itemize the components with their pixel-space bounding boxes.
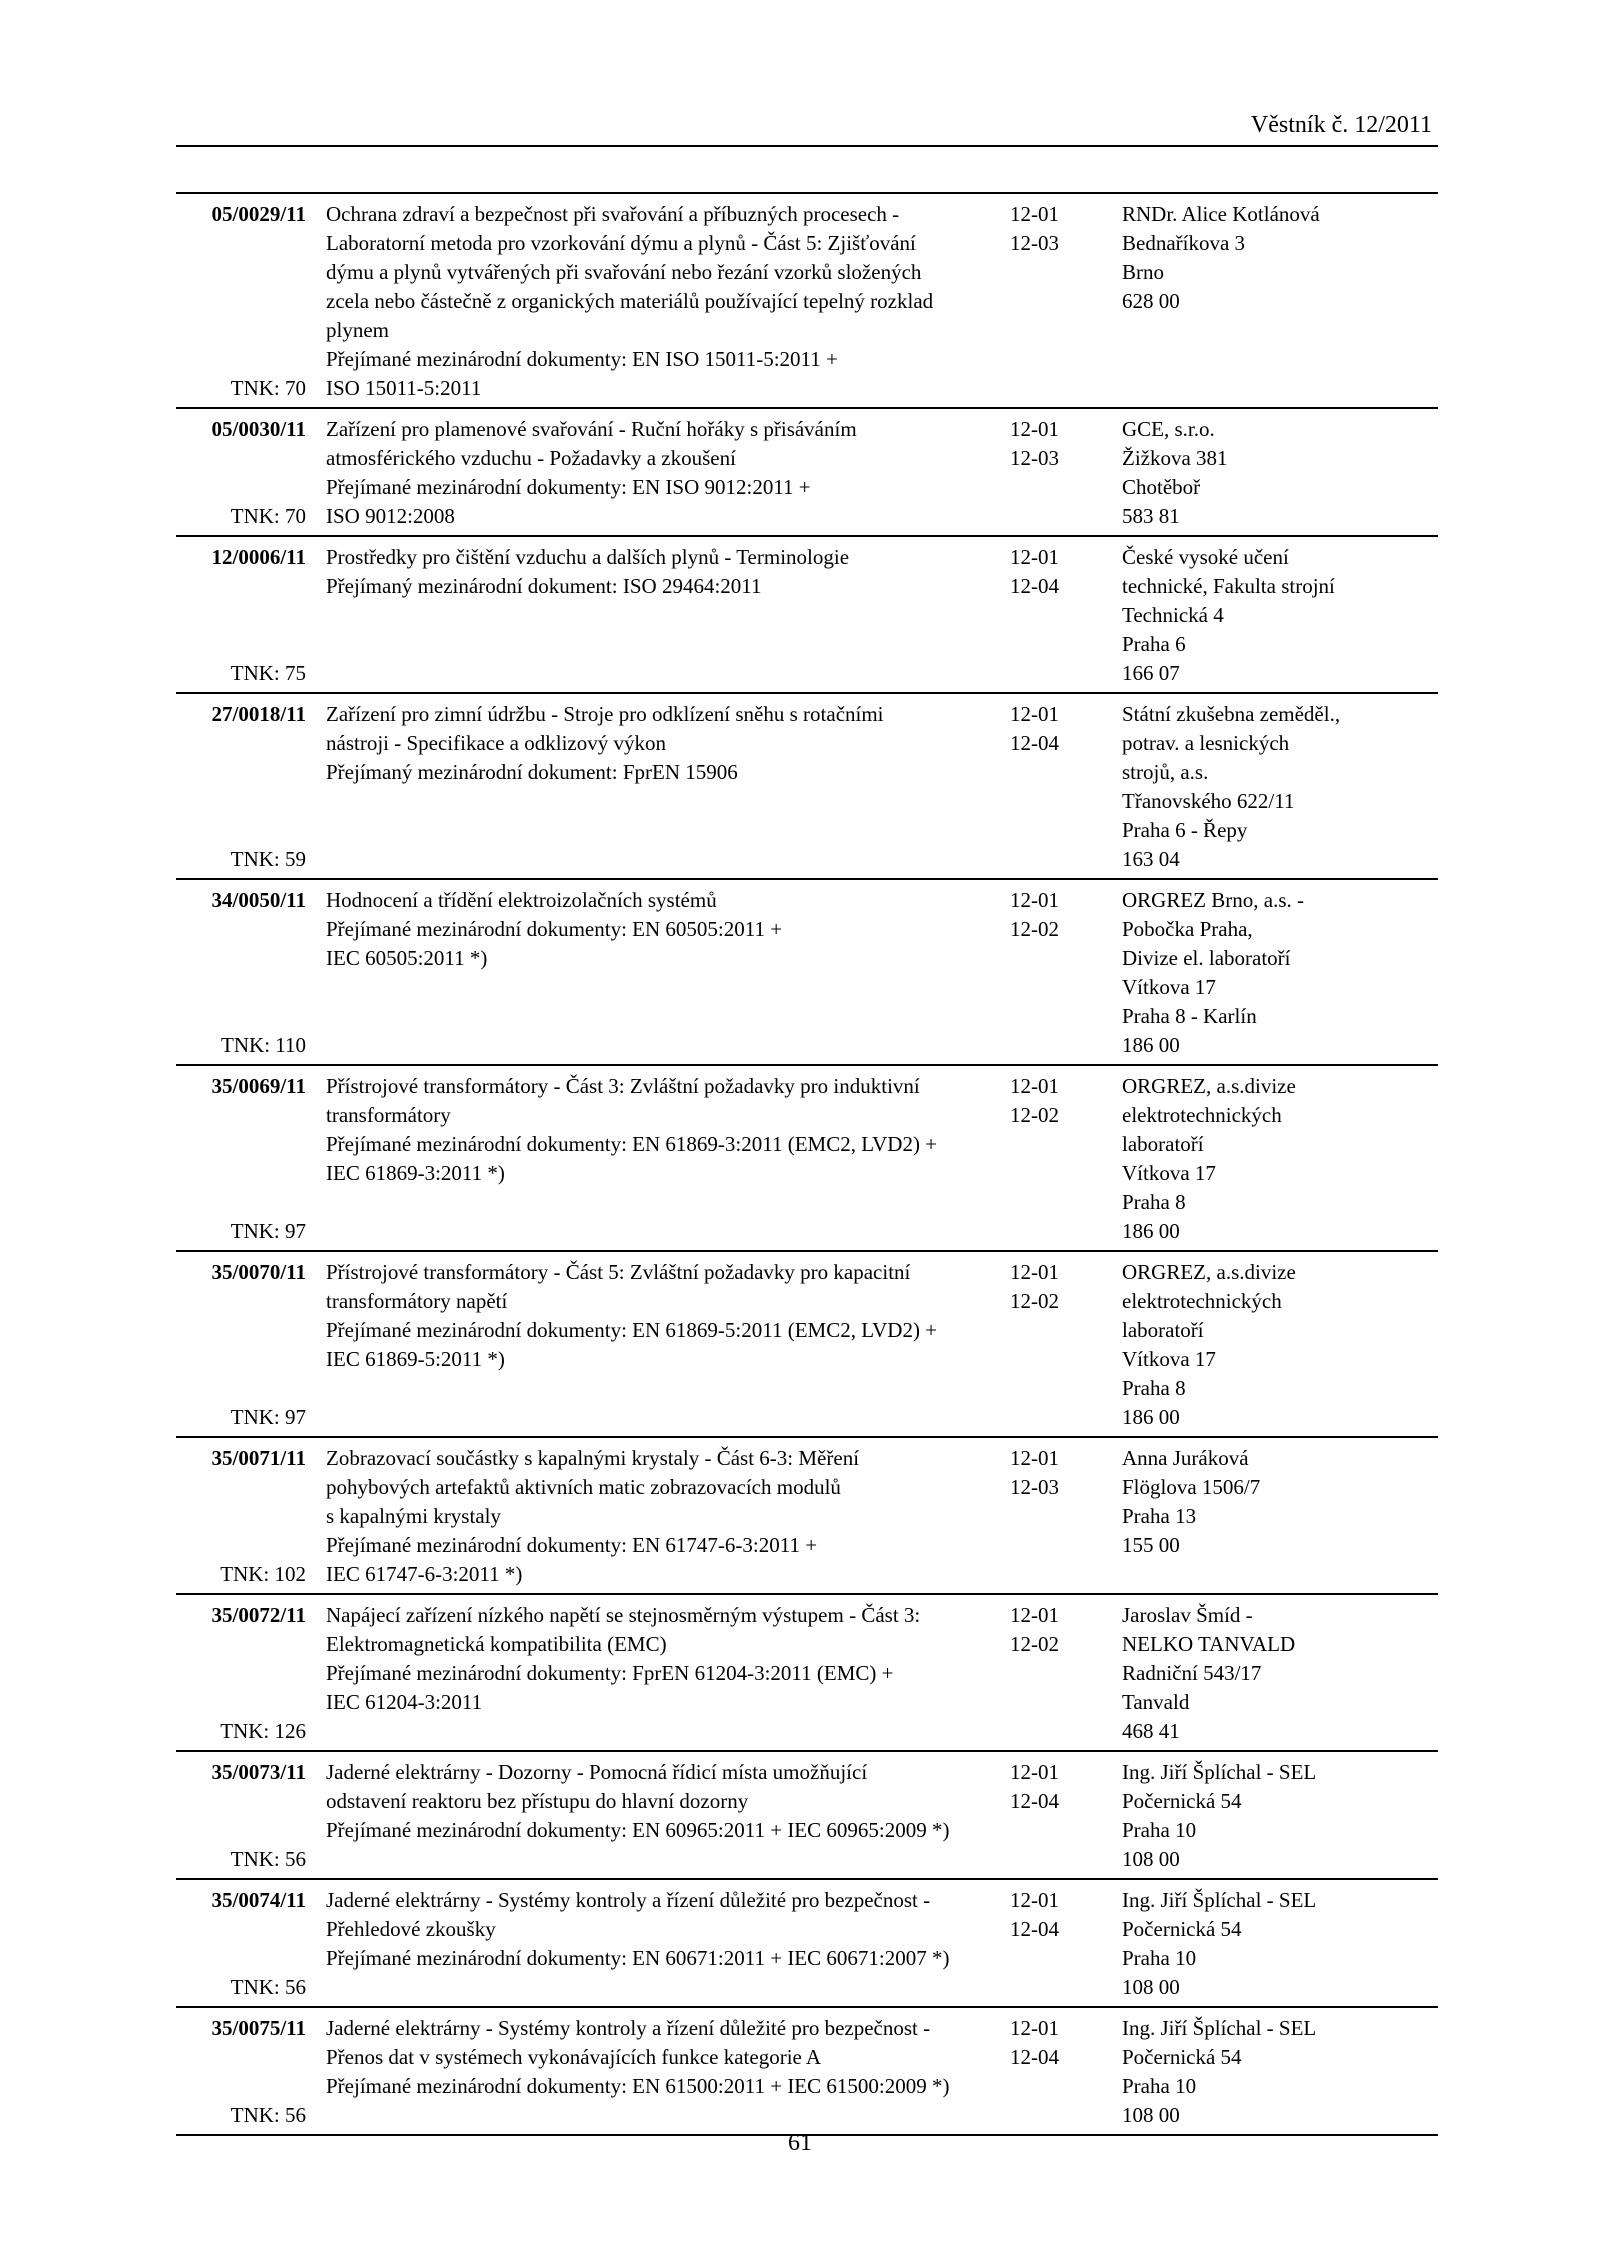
entry-contact-line: elektrotechnických (1122, 1103, 1282, 1127)
entry-code: 12-03 (1010, 231, 1059, 255)
entry-contact-line: Brno (1122, 260, 1164, 284)
entry-title-line: atmosférického vzduchu - Požadavky a zkoušení (326, 446, 736, 470)
entry-contact (1122, 1258, 1438, 1432)
entry-contact-line: České vysoké učení (1122, 545, 1289, 569)
entry-title-line: Přejímané mezinárodní dokumenty: EN 60505:2011 + (326, 917, 783, 941)
entry-title-line: IEC 61204-3:2011 (326, 1690, 483, 1714)
entry-contact-line: elektrotechnických (1122, 1289, 1282, 1313)
entry-contact-line: 163 04 (1122, 847, 1180, 871)
entry-id: 12/0006/11 (211, 545, 306, 569)
entry-contact-line: 583 81 (1122, 504, 1180, 528)
entry-id-cell (176, 1072, 306, 1246)
entry-contact-line: 186 00 (1122, 1033, 1180, 1057)
entry-title-line: Jaderné elektrárny - Dozorny - Pomocná řídicí místa umožňující (326, 1760, 868, 1784)
entry-contact-line: Divize el. laboratoří (1122, 946, 1291, 970)
entry-title-line: Přenos dat v systémech vykonávajících funkce kategorie A (326, 2045, 822, 2069)
entry-tnk: TNK: 56 (230, 1847, 306, 1871)
entry-title-line: pohybových artefaktů aktivních matic zobrazovacích modulů (326, 1475, 841, 1499)
table-row (176, 194, 1438, 409)
entry-code: 12-04 (1010, 2045, 1059, 2069)
entry-title-line: nástroji - Specifikace a odklizový výkon (326, 731, 666, 755)
entry-contact-line: Státní zkušebna zeměděl., (1122, 702, 1341, 726)
entry-title-line: dýmu a plynů vytvářených při svařování nebo řezání vzorků složených (326, 260, 922, 284)
entry-title-line: ISO 15011-5:2011 (326, 376, 482, 400)
entry-id-cell (176, 1258, 306, 1432)
entry-id-cell (176, 886, 306, 1060)
entry-id: 27/0018/11 (211, 702, 306, 726)
entry-contact (1122, 1886, 1438, 2002)
entry-contact-line: Vítkova 17 (1122, 1347, 1216, 1371)
standards-table (176, 192, 1438, 2136)
entry-id: 35/0073/11 (211, 1760, 306, 1784)
entry-title (306, 700, 1010, 874)
entry-codes (1010, 700, 1122, 874)
entry-code: 12-01 (1010, 702, 1059, 726)
entry-contact-line: Flöglova 1506/7 (1122, 1475, 1261, 1499)
entry-title-line: Zařízení pro zimní údržbu - Stroje pro odklízení sněhu s rotačními (326, 702, 884, 726)
entry-title-line: Přejímané mezinárodní dokumenty: EN 60965:2011 + IEC 60965:2009 *) (326, 1818, 950, 1842)
page-header-title: Věstník č. 12/2011 (1250, 112, 1432, 138)
entry-codes (1010, 1758, 1122, 1874)
table-row (176, 537, 1438, 694)
table-row (176, 1752, 1438, 1880)
entry-contact-line: Praha 10 (1122, 1818, 1197, 1842)
entry-title-line: ISO 9012:2008 (326, 504, 455, 528)
entry-tnk: TNK: 75 (230, 661, 306, 685)
entry-contact-line: Jaroslav Šmíd - (1122, 1603, 1253, 1627)
entry-contact (1122, 1601, 1438, 1746)
entry-id-cell (176, 1886, 306, 2002)
entry-contact-line: Praha 8 - Karlín (1122, 1004, 1257, 1028)
entry-title (306, 1601, 1010, 1746)
entry-title-line: IEC 61869-5:2011 *) (326, 1347, 505, 1371)
entry-id-cell (176, 2014, 306, 2130)
entry-id: 35/0070/11 (211, 1260, 306, 1284)
table-row (176, 1595, 1438, 1752)
entry-code: 12-02 (1010, 1103, 1059, 1127)
entry-code: 12-03 (1010, 1475, 1059, 1499)
entry-contact-line: strojů, a.s. (1122, 760, 1209, 784)
entry-title (306, 543, 1010, 688)
entry-title (306, 886, 1010, 1060)
entry-contact-line: Praha 10 (1122, 2074, 1197, 2098)
entry-codes (1010, 1258, 1122, 1432)
entry-tnk: TNK: 110 (221, 1033, 306, 1057)
entry-id-cell (176, 700, 306, 874)
entry-code: 12-04 (1010, 574, 1059, 598)
entry-code: 12-01 (1010, 888, 1059, 912)
entry-title (306, 415, 1010, 531)
entry-title-line: Přehledové zkoušky (326, 1917, 496, 1941)
entry-title (306, 200, 1010, 403)
entry-code: 12-01 (1010, 202, 1059, 226)
entry-tnk: TNK: 59 (230, 847, 306, 871)
entry-title-line: IEC 61869-3:2011 *) (326, 1161, 505, 1185)
entry-code: 12-01 (1010, 417, 1059, 441)
table-row (176, 2008, 1438, 2136)
entry-code: 12-01 (1010, 1446, 1059, 1470)
entry-contact (1122, 200, 1438, 403)
entry-title-line: Přístrojové transformátory - Část 3: Zvláštní požadavky pro induktivní (326, 1074, 920, 1098)
entry-contact-line: Tanvald (1122, 1690, 1190, 1714)
entry-id-cell (176, 1444, 306, 1589)
table-row (176, 1880, 1438, 2008)
entry-id: 05/0030/11 (211, 417, 306, 441)
header-rule (176, 145, 1438, 147)
entry-title-line: transformátory napětí (326, 1289, 508, 1313)
entry-title-line: Hodnocení a třídění elektroizolačních systémů (326, 888, 717, 912)
entry-contact-line: Praha 10 (1122, 1946, 1197, 1970)
entry-contact-line: 166 07 (1122, 661, 1180, 685)
entry-contact-line: Praha 6 (1122, 632, 1186, 656)
entry-code: 12-02 (1010, 1289, 1059, 1313)
entry-id-cell (176, 415, 306, 531)
entry-title-line: Ochrana zdraví a bezpečnost při svařování a příbuzných procesech - (326, 202, 900, 226)
entry-contact (1122, 415, 1438, 531)
table-row (176, 1066, 1438, 1252)
entry-title-line: Přejímané mezinárodní dokumenty: EN 61500:2011 + IEC 61500:2009 *) (326, 2074, 950, 2098)
entry-contact-line: Počernická 54 (1122, 1917, 1242, 1941)
entry-contact-line: ORGREZ, a.s.divize (1122, 1260, 1296, 1284)
table-row (176, 1252, 1438, 1438)
entry-codes (1010, 2014, 1122, 2130)
entry-contact-line: 186 00 (1122, 1405, 1180, 1429)
entry-tnk: TNK: 97 (230, 1405, 306, 1429)
entry-contact-line: Praha 8 (1122, 1376, 1186, 1400)
entry-tnk: TNK: 56 (230, 2103, 306, 2127)
entry-code: 12-01 (1010, 1074, 1059, 1098)
entry-id-cell (176, 1758, 306, 1874)
entry-code: 12-01 (1010, 2016, 1059, 2040)
entry-codes (1010, 1886, 1122, 2002)
entry-title-line: Zobrazovací součástky s kapalnými krystaly - Část 6-3: Měření (326, 1446, 860, 1470)
table-row (176, 880, 1438, 1066)
entry-contact-line: Počernická 54 (1122, 1789, 1242, 1813)
entry-title (306, 2014, 1010, 2130)
entry-contact-line: potrav. a lesnických (1122, 731, 1290, 755)
entry-title-line: Přejímané mezinárodní dokumenty: EN 61869-3:2011 (EMC2, LVD2) + (326, 1132, 938, 1156)
entry-contact-line: 155 00 (1122, 1533, 1180, 1557)
entry-codes (1010, 1601, 1122, 1746)
entry-contact (1122, 1758, 1438, 1874)
entry-id: 35/0072/11 (211, 1603, 306, 1627)
entry-title (306, 1886, 1010, 2002)
entry-id-cell (176, 200, 306, 403)
entry-contact-line: Žižkova 381 (1122, 446, 1228, 470)
entry-contact-line: 628 00 (1122, 289, 1180, 313)
entry-contact-line: Vítkova 17 (1122, 1161, 1216, 1185)
entry-codes (1010, 886, 1122, 1060)
entry-code: 12-02 (1010, 917, 1059, 941)
entry-contact-line: RNDr. Alice Kotlánová (1122, 202, 1320, 226)
entry-title (306, 1444, 1010, 1589)
entry-title-line: Přejímaný mezinárodní dokument: ISO 29464:2011 (326, 574, 762, 598)
entry-codes (1010, 200, 1122, 403)
entry-title-line: Jaderné elektrárny - Systémy kontroly a řízení důležité pro bezpečnost - (326, 1888, 931, 1912)
entry-codes (1010, 415, 1122, 531)
entry-contact-line: ORGREZ, a.s.divize (1122, 1074, 1296, 1098)
entry-contact-line: Chotěboř (1122, 475, 1201, 499)
entry-title-line: odstavení reaktoru bez přístupu do hlavní dozorny (326, 1789, 749, 1813)
entry-tnk: TNK: 56 (230, 1975, 306, 1999)
entry-contact-line: Bednaříkova 3 (1122, 231, 1246, 255)
entry-code: 12-04 (1010, 1789, 1059, 1813)
entry-codes (1010, 1444, 1122, 1589)
entry-title-line: Laboratorní metoda pro vzorkování dýmu a plynů - Část 5: Zjišťování (326, 231, 916, 255)
entry-title-line: Přejímaný mezinárodní dokument: FprEN 15906 (326, 760, 738, 784)
entry-tnk: TNK: 102 (220, 1562, 306, 1586)
entry-id-cell (176, 1601, 306, 1746)
entry-code: 12-01 (1010, 545, 1059, 569)
entry-title-line: Elektromagnetická kompatibilita (EMC) (326, 1632, 667, 1656)
entry-title-line: Přístrojové transformátory - Část 5: Zvláštní požadavky pro kapacitní (326, 1260, 911, 1284)
entry-contact-line: Praha 13 (1122, 1504, 1197, 1528)
entry-contact (1122, 700, 1438, 874)
entry-title-line: zcela nebo částečně z organických materiálů používající tepelný rozklad (326, 289, 934, 313)
entry-contact-line: Ing. Jiří Šplíchal - SEL (1122, 1888, 1317, 1912)
entry-contact-line: Ing. Jiří Šplíchal - SEL (1122, 2016, 1317, 2040)
entry-contact (1122, 1072, 1438, 1246)
entry-contact-line: GCE, s.r.o. (1122, 417, 1215, 441)
entry-contact-line: 186 00 (1122, 1219, 1180, 1243)
table-row (176, 694, 1438, 880)
entry-title-line: Přejímané mezinárodní dokumenty: FprEN 61204-3:2011 (EMC) + (326, 1661, 894, 1685)
entry-title-line: Napájecí zařízení nízkého napětí se stejnosměrným výstupem - Část 3: (326, 1603, 921, 1627)
entry-contact-line: Počernická 54 (1122, 2045, 1242, 2069)
entry-code: 12-04 (1010, 731, 1059, 755)
entry-title-line: Přejímané mezinárodní dokumenty: EN 61869-5:2011 (EMC2, LVD2) + (326, 1318, 938, 1342)
entry-title-line: IEC 60505:2011 *) (326, 946, 488, 970)
entry-contact-line: Praha 8 (1122, 1190, 1186, 1214)
entry-contact (1122, 2014, 1438, 2130)
entry-contact-line: 468 41 (1122, 1719, 1180, 1743)
entry-contact-line: 108 00 (1122, 1975, 1180, 1999)
entry-contact (1122, 1444, 1438, 1589)
entry-title-line: Přejímané mezinárodní dokumenty: EN 61747-6-3:2011 + (326, 1533, 818, 1557)
entry-code: 12-01 (1010, 1603, 1059, 1627)
entry-title-line: Prostředky pro čištění vzduchu a dalších plynů - Terminologie (326, 545, 850, 569)
entry-title-line: transformátory (326, 1103, 451, 1127)
entry-code: 12-02 (1010, 1632, 1059, 1656)
entry-contact-line: Pobočka Praha, (1122, 917, 1253, 941)
entry-codes (1010, 543, 1122, 688)
entry-contact-line: laboratoří (1122, 1318, 1204, 1342)
entry-id: 05/0029/11 (211, 202, 306, 226)
table-row (176, 1438, 1438, 1595)
page-number: 61 (788, 2130, 812, 2156)
entry-id: 35/0075/11 (211, 2016, 306, 2040)
entry-contact-line: 108 00 (1122, 1847, 1180, 1871)
entry-title-line: Zařízení pro plamenové svařování - Ruční hořáky s přisáváním (326, 417, 857, 441)
entry-contact-line: technické, Fakulta strojní (1122, 574, 1335, 598)
entry-code: 12-04 (1010, 1917, 1059, 1941)
entry-title-line: Přejímané mezinárodní dokumenty: EN ISO 15011-5:2011 + (326, 347, 838, 371)
entry-title-line: s kapalnými krystaly (326, 1504, 501, 1528)
entry-contact-line: 108 00 (1122, 2103, 1180, 2127)
entry-tnk: TNK: 97 (230, 1219, 306, 1243)
entry-code: 12-01 (1010, 1260, 1059, 1284)
entry-id: 35/0069/11 (211, 1074, 306, 1098)
entry-codes (1010, 1072, 1122, 1246)
entry-title-line: plynem (326, 318, 389, 342)
entry-contact-line: Anna Juráková (1122, 1446, 1249, 1470)
entry-id-cell (176, 543, 306, 688)
entry-code: 12-03 (1010, 446, 1059, 470)
entry-contact (1122, 886, 1438, 1060)
table-row (176, 409, 1438, 537)
entry-tnk: TNK: 126 (220, 1719, 306, 1743)
entry-code: 12-01 (1010, 1888, 1059, 1912)
entry-contact-line: Technická 4 (1122, 603, 1224, 627)
entry-title-line: IEC 61747-6-3:2011 *) (326, 1562, 523, 1586)
entry-contact-line: Třanovského 622/11 (1122, 789, 1295, 813)
entry-contact-line: Vítkova 17 (1122, 975, 1216, 999)
entry-contact-line: laboratoří (1122, 1132, 1204, 1156)
entry-contact (1122, 543, 1438, 688)
entry-title-line: Přejímané mezinárodní dokumenty: EN 60671:2011 + IEC 60671:2007 *) (326, 1946, 950, 1970)
entry-contact-line: NELKO TANVALD (1122, 1632, 1296, 1656)
entry-contact-line: Radniční 543/17 (1122, 1661, 1262, 1685)
entry-tnk: TNK: 70 (230, 504, 306, 528)
entry-id: 35/0074/11 (211, 1888, 306, 1912)
entry-title (306, 1072, 1010, 1246)
entry-tnk: TNK: 70 (230, 376, 306, 400)
entry-id: 34/0050/11 (211, 888, 306, 912)
entry-title (306, 1758, 1010, 1874)
entry-id: 35/0071/11 (211, 1446, 306, 1470)
entry-contact-line: Ing. Jiří Šplíchal - SEL (1122, 1760, 1317, 1784)
entry-contact-line: Praha 6 - Řepy (1122, 818, 1248, 842)
entry-contact-line: ORGREZ Brno, a.s. - (1122, 888, 1304, 912)
entry-title (306, 1258, 1010, 1432)
entry-code: 12-01 (1010, 1760, 1059, 1784)
entry-title-line: Přejímané mezinárodní dokumenty: EN ISO 9012:2011 + (326, 475, 811, 499)
entry-title-line: Jaderné elektrárny - Systémy kontroly a řízení důležité pro bezpečnost - (326, 2016, 931, 2040)
